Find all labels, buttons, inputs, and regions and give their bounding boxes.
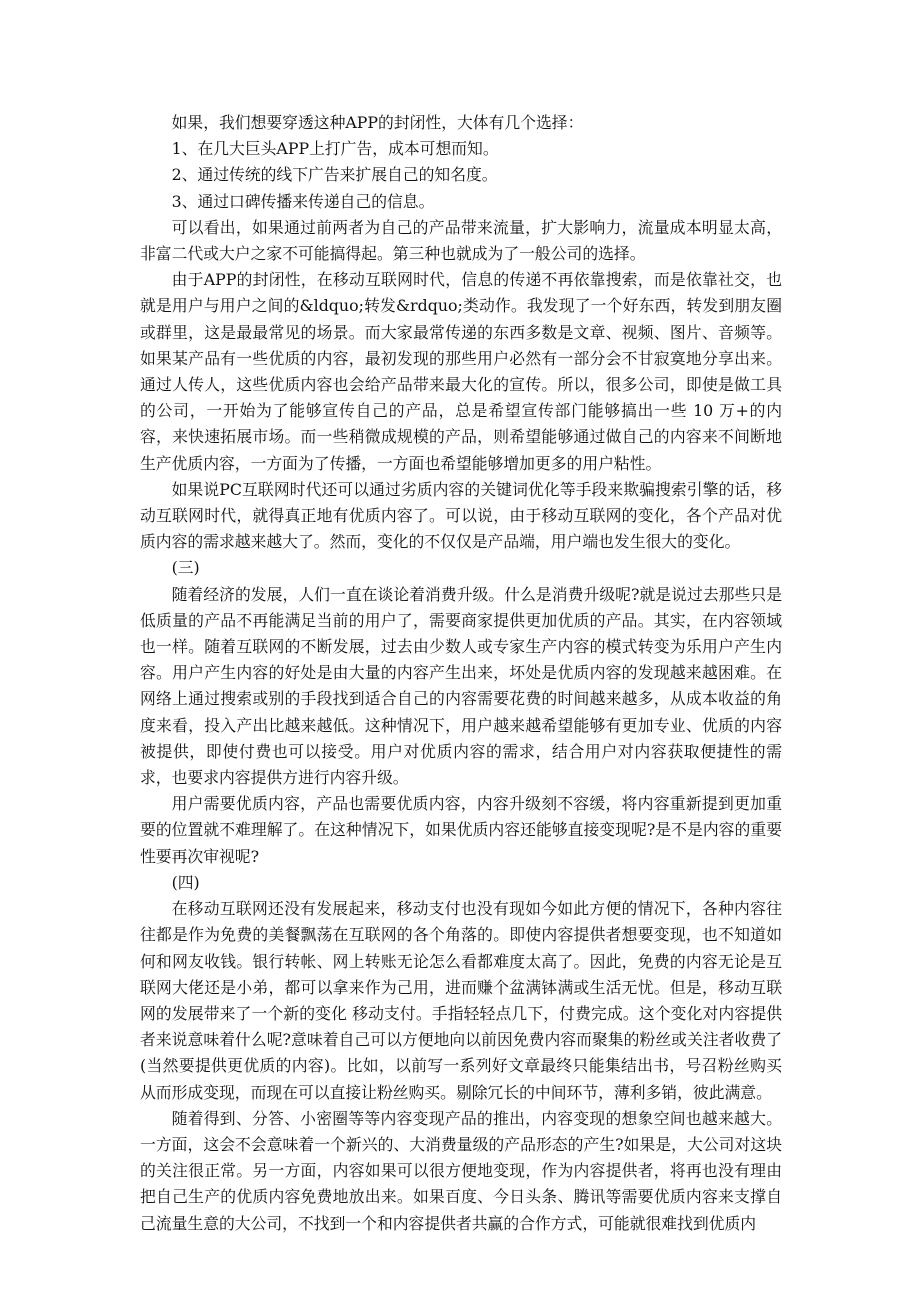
paragraph: 用户需要优质内容，产品也需要优质内容，内容升级刻不容缓，将内容重新提到更加重要的位置就不难理解了。在这种情况下，如果优质内容还能够直接变现呢?是不是内容的重要性要再次审视呢? [140,794,782,866]
paragraph: 如果，我们想要穿透这种APP的封闭性，大体有几个选择： [171,113,584,132]
article-body [140,110,782,1237]
list-item: 3、通过口碑传播来传递自己的信息。 [171,191,435,211]
list-item: 1、在几大巨头APP上打广告，成本可想而知。 [171,139,499,159]
section-heading: (三) [171,558,200,578]
paragraph: 如果说PC互联网时代还可以通过劣质内容的关键词优化等手段来欺骗搜索引擎的话，移动互联网时代，就得真正地有优质内容了。可以说，由于移动互联网的变化，各个产品对优质内容的需求越来越大了。然而，变化的不仅仅是产品端，用户端也发生很大的变化。 [140,479,782,552]
paragraph: 随着经济的发展，人们一直在谈论着消费升级。什么是消费升级呢?就是说过去那些只是低质量的产品不再能满足当前的用户了，需要商家提供更加优质的产品。其实，在内容领域也一样。随着互联网的不断发展，过去由少数人或专家生产内容的模式转变为乐用户产生内容。用户产生内容的好处是由大量的内容产生出来，坏处是优质内容的发现越来越困难。在网络上通过搜索或别的手段找到适合自己的内容需要花费的时间越来越多，从成本收益的角度来看，投入产出比越来越低。这种情况下，用户越来越希望能够有更加专业、优质的内容被提供，即使付费也可以接受。用户对优质内容的需求，结合用户对内容获取便捷性的需求，也要求内容提供方进行内容升级。 [140,584,782,788]
paragraph: 在移动互联网还没有发展起来，移动支付也没有现如今如此方便的情况下，各种内容往往都是作为免费的美餐飘荡在互联网的各个角落的。即使内容提供者想要变现，也不知道如何和网友收钱。银行转帐、网上转账无论怎么看都难度太高了。因此，免费的内容无论是互联网大佬还是小弟，都可以拿来作为己用，进而赚个盆满钵满或生活无忧。但是，移动互联网的发展带来了一个新的变化 移动支付。手指轻轻点几下，付费完成。这个变化对内容提供者来说意味着什么呢?意味着自己可以方便地向以前因免费内容而聚集的粉丝或关注者收费了(当然要提供更优质的内容)。比如，以前写一系列好文章最终只能集结出书，号召粉丝购买从而形成变现，而现在可以直接让粉丝购买。剔除冗长的中间环节，薄利多销，彼此满意。 [140,899,782,1102]
paragraph: 由于APP的封闭性，在移动互联网时代，信息的传递不再依靠搜索，而是依靠社交，也就是用户与用户之间的&ldquo;转发&rdquo;类动作。我发现了一个好东西，转发到朋友圈或群里，这是最最常见的场景。而大家最常传递的东西多数是文章、视频、图片、音频等。如果某产品有一些优质的内容，最初发现的那些用户必然有一部分会不甘寂寞地分享出来。通过人传人，这些优质内容也会给产品带来最大化的宣传。所以，很多公司，即使是做工具的公司，一开始为了能够宣传自己的产品，总是希望宣传部门能够搞出一些 10 万+的内容，来快速拓展市场。而一些稍微成规模的产品，则希望能够通过做自己的内容来不间断地生产优质内容，一方面为了传播，一方面也希望能够增加更多的用户粘性。 [140,270,782,473]
section-heading: (四) [171,872,200,892]
list-item: 2、通过传统的线下广告来扩展自己的知名度。 [171,165,498,185]
paragraph: 可以看出，如果通过前两者为自己的产品带来流量，扩大影响力，流量成本明显太高，非富二代或大户之家不可能搞得起。第三种也就成为了一般公司的选择。 [140,217,782,264]
paragraph: 随着得到、分答、小密圈等等内容变现产品的推出，内容变现的想象空间也越来越大。一方面，这会不会意味着一个新兴的、大消费量级的产品形态的产生?如果是，大公司对这块的关注很正常。另一方面，内容如果可以很方便地变现，作为内容提供者，将再也没有理由把自己生产的优质内容免费地放出来。如果百度、今日头条、腾讯等需要优质内容来支撑自己流量生意的大公司，不找到一个和内容提供者共赢的合作方式，可能就很难找到优质内 [140,1108,782,1233]
